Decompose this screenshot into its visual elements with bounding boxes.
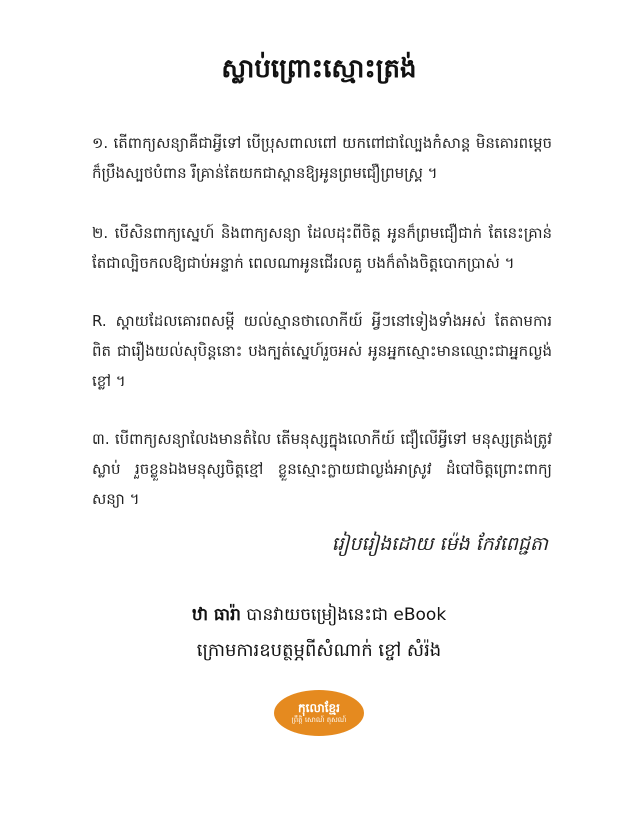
verse-3: ៣. បើពាក្យសន្យាលែងមានតំលៃ តើមនុស្សក្នុងលោកីយ៍ ជឿលើអ្វីទៅ មនុស្សត្រង់ត្រូវ ស្លាប់ រួចខ្លួនឯងមនុស្សចិត្តខ្មៅ ខ្លួនស្មោះក្លាយជាល្ងង់អាស្រូវ ដំបៅចិត្តព្រោះពាក្យ សន្យា ។ [92,430,552,508]
ebook-credit [0,604,638,629]
ebook-credit-text: បានវាយចម្រៀងនេះជា eBook [240,605,447,625]
verse-2: ២. បើសិនពាក្យស្នេហ៍ និងពាក្យសន្យា ដែលដុះពីចិត្ត អូនក៏ព្រមជឿជាក់ តែនេះគ្រាន់ តែជាល្បិចកលឱ្យជាប់អន្ទាក់ ពេលណាអូនជើរលគួ បងក៏តាំងចិត្តបោកប្រាស់ ។ [92,224,552,272]
chorus: R. ស្តាយដែលគោរពសម្តី យល់ស្មានថាលោកីយ៍ អ្វីៗនៅទៀងទាំងអស់ តែតាមការពិត ជារឿងយល់សុបិន្តនោះ បងក្បត់ស្នេហ៍រួចអស់ អូនអ្នកស្មោះមានឈ្មោះជាអ្នកល្ងង់ខ្លៅ ។ [92,312,552,390]
sponsor-credit: ក្រោមការឧបត្ថម្ភពីសំណាក់ ខ្ចៅ សំរ៉ង [196,640,442,661]
logo-title: កុលោខ្មែរ [298,701,340,715]
verse-1: ១. តើពាក្យសន្យាគឺជាអ្វីទៅ បើប្រុសពាលពៅ យកពៅជាល្បែងកំសាន្ត មិនគោរពម្តេច ក៏ប្រឹងស្បថបំពាន រឺគ្រាន់តែយកជាស្ពានឱ្យអូនព្រមជឿព្រមស្រ្គ ។ [92,134,552,182]
publisher-logo [274,690,364,736]
page-title: ស្លាប់ព្រោះស្មោះត្រង់ [221,54,417,84]
logo-subtitle: ព្រឹត្តិ សោណ៍ តុសណ៍ [291,716,347,724]
author-line: រៀបរៀងដោយ ម៉េង កែវពេជ្ជតា [331,533,548,555]
typist-name: ឋា ធារ៉ា [191,605,241,625]
